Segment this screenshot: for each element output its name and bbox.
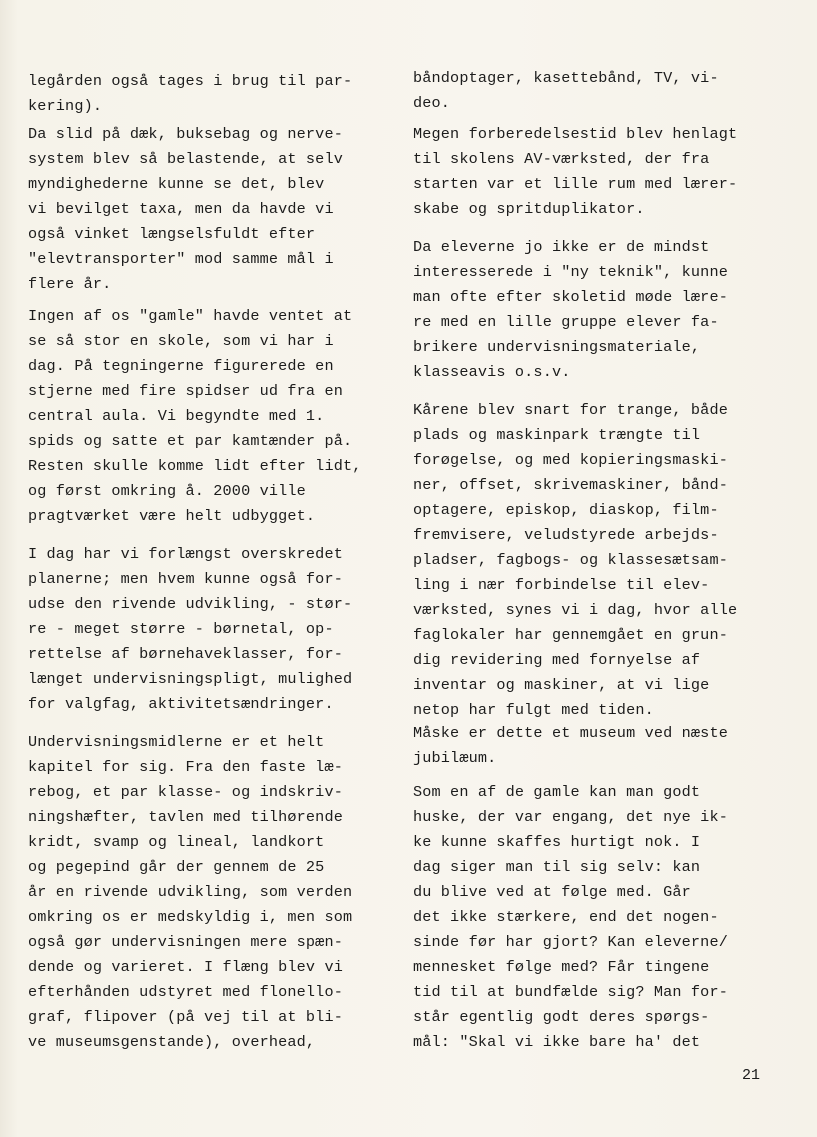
text-line: mennesket følge med? Får tingene xyxy=(413,958,710,976)
text-line: vi bevilget taxa, men da havde vi xyxy=(28,200,334,218)
text-line: omkring os er medskyldig i, men som xyxy=(28,908,353,926)
text-line: båndoptager, kasettebånd, TV, vi- xyxy=(413,69,719,87)
text-line: I dag har vi forlængst overskredet xyxy=(28,545,343,563)
text-line: legården også tages i brug til par- xyxy=(28,72,353,90)
text-line: også vinket længselsfuldt efter xyxy=(28,225,316,243)
text-line: pladser, fagbogs- og klassesætsam- xyxy=(413,551,728,569)
text-line: står egentlig godt deres spørgs- xyxy=(413,1008,710,1026)
text-line: re - meget større - børnetal, op- xyxy=(28,620,334,638)
text-line: Resten skulle komme lidt efter lidt, xyxy=(28,457,362,475)
text-line: pragtværket være helt udbygget. xyxy=(28,507,316,525)
text-line: klasseavis o.s.v. xyxy=(413,363,571,381)
text-line: kridt, svamp og lineal, landkort xyxy=(28,833,325,851)
text-line: det ikke stærkere, end det nogen- xyxy=(413,908,719,926)
text-line: du blive ved at følge med. Går xyxy=(413,883,691,901)
text-line: plads og maskinpark trængte til xyxy=(413,426,701,444)
text-line: netop har fulgt med tiden. xyxy=(413,701,654,719)
text-line: dag siger man til sig selv: kan xyxy=(413,858,701,876)
text-line: kering). xyxy=(28,97,103,115)
text-line: ner, offset, skrivemaskiner, bånd- xyxy=(413,476,728,494)
text-line: deo. xyxy=(413,94,451,112)
text-line: flere år. xyxy=(28,275,112,293)
text-line: tid til at bundfælde sig? Man for- xyxy=(413,983,728,1001)
text-line: stjerne med fire spidser ud fra en xyxy=(28,382,343,400)
text-line: dig revidering med fornyelse af xyxy=(413,651,701,669)
text-line: ling i nær forbindelse til elev- xyxy=(413,576,710,594)
text-line: Kårene blev snart for trange, både xyxy=(413,401,728,419)
text-line: ningshæfter, tavlen med tilhørende xyxy=(28,808,343,826)
text-line: man ofte efter skoletid møde lære- xyxy=(413,288,728,306)
text-line: myndighederne kunne se det, blev xyxy=(28,175,325,193)
text-line: spids og satte et par kamtænder på. xyxy=(28,432,353,450)
text-line: og først omkring å. 2000 ville xyxy=(28,482,306,500)
text-line: se så stor en skole, som vi har i xyxy=(28,332,334,350)
text-line: også gør undervisningen mere spæn- xyxy=(28,933,343,951)
text-line: Da slid på dæk, buksebag og nerve- xyxy=(28,125,343,143)
text-line: optagere, episkop, diaskop, film- xyxy=(413,501,719,519)
text-line: starten var et lille rum med lærer- xyxy=(413,175,738,193)
text-line: interesserede i "ny teknik", kunne xyxy=(413,263,728,281)
text-line: og pegepind går der gennem de 25 xyxy=(28,858,325,876)
text-line: dag. På tegningerne figurerede en xyxy=(28,357,334,375)
text-line: system blev så belastende, at selv xyxy=(28,150,343,168)
text-line: brikere undervisningsmateriale, xyxy=(413,338,701,356)
text-line: ke kunne skaffes hurtigt nok. I xyxy=(413,833,701,851)
text-line: inventar og maskiner, at vi lige xyxy=(413,676,710,694)
text-line: Da eleverne jo ikke er de mindst xyxy=(413,238,710,256)
text-line: år en rivende udvikling, som verden xyxy=(28,883,353,901)
text-line: Megen forberedelsestid blev henlagt xyxy=(413,125,738,143)
text-line: rettelse af børnehaveklasser, for- xyxy=(28,645,343,663)
text-line: sinde før har gjort? Kan eleverne/ xyxy=(413,933,728,951)
text-line: central aula. Vi begyndte med 1. xyxy=(28,407,325,425)
text-line: udse den rivende udvikling, - stør- xyxy=(28,595,353,613)
text-line: længet undervisningspligt, mulighed xyxy=(28,670,353,688)
text-line: "elevtransporter" mod samme mål i xyxy=(28,250,334,268)
text-line: re med en lille gruppe elever fa- xyxy=(413,313,719,331)
text-line: efterhånden udstyret med flonello- xyxy=(28,983,343,1001)
text-line: Undervisningsmidlerne er et helt xyxy=(28,733,325,751)
text-line: mål: "Skal vi ikke bare ha' det xyxy=(413,1033,701,1051)
text-line: kapitel for sig. Fra den faste læ- xyxy=(28,758,343,776)
text-line: jubilæum. xyxy=(413,749,497,767)
text-line: fremvisere, veludstyrede arbejds- xyxy=(413,526,719,544)
text-line: planerne; men hvem kunne også for- xyxy=(28,570,343,588)
text-line: for valgfag, aktivitetsændringer. xyxy=(28,695,334,713)
text-line: dende og varieret. I flæng blev vi xyxy=(28,958,343,976)
text-line: Ingen af os "gamle" havde ventet at xyxy=(28,307,353,325)
text-line: faglokaler har gennemgået en grun- xyxy=(413,626,728,644)
text-line: Måske er dette et museum ved næste xyxy=(413,724,728,742)
text-line: rebog, et par klasse- og indskriv- xyxy=(28,783,343,801)
text-line: Som en af de gamle kan man godt xyxy=(413,783,701,801)
text-line: huske, der var engang, det nye ik- xyxy=(413,808,728,826)
page-number: 21 xyxy=(742,1067,761,1084)
text-line: til skolens AV-værksted, der fra xyxy=(413,150,710,168)
text-line: forøgelse, og med kopieringsmaski- xyxy=(413,451,728,469)
text-line: værksted, synes vi i dag, hvor alle xyxy=(413,601,738,619)
text-line: skabe og spritduplikator. xyxy=(413,200,645,218)
text-line: graf, flipover (på vej til at bli- xyxy=(28,1008,343,1026)
text-line: ve museumsgenstande), overhead, xyxy=(28,1033,316,1051)
